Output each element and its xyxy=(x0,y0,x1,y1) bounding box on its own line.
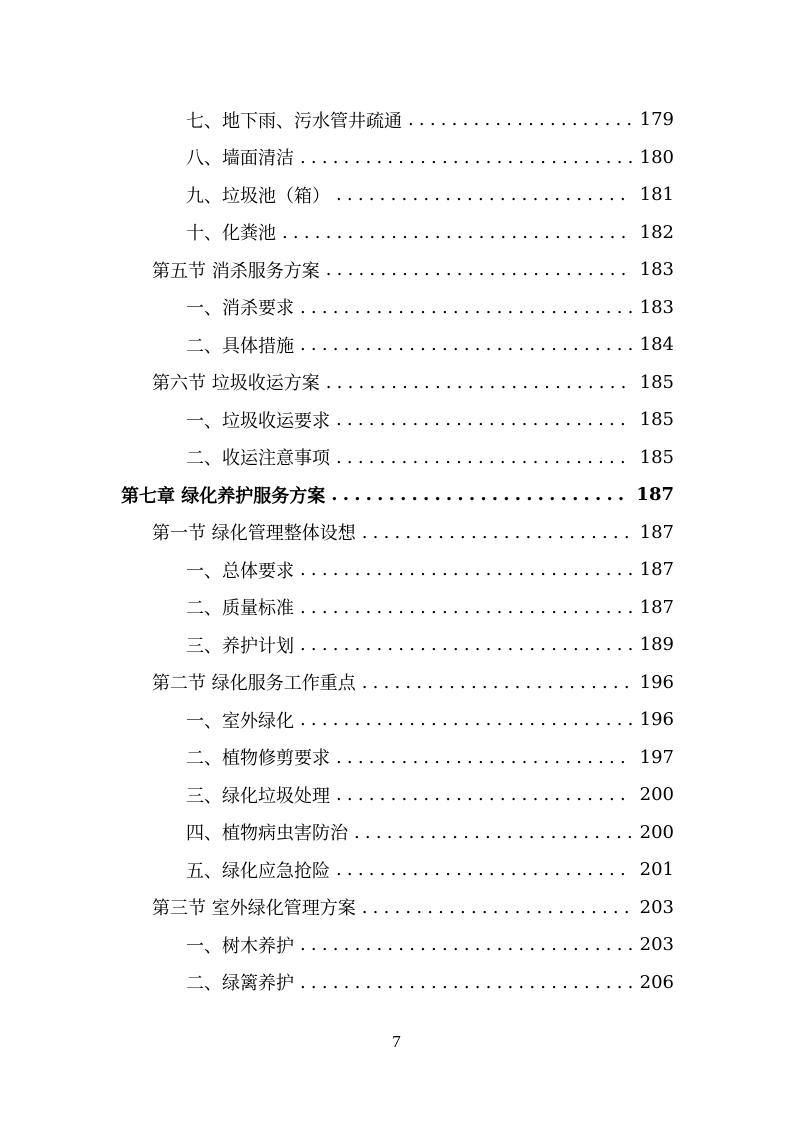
toc-entry-page: 189 xyxy=(639,634,674,656)
dot-leader xyxy=(362,522,632,543)
toc-entry-title: 一、垃圾收运要求 xyxy=(186,410,330,432)
toc-entry[interactable] xyxy=(0,101,793,139)
dot-leader xyxy=(336,859,632,880)
toc-entry-title: 二、绿篱养护 xyxy=(186,973,294,995)
dot-leader xyxy=(300,597,632,618)
dot-leader xyxy=(300,297,632,318)
toc-entry-title: 第七章 绿化养护服务方案 xyxy=(121,485,326,507)
toc-entry-title: 一、消杀要求 xyxy=(186,298,294,320)
dot-leader xyxy=(336,747,632,768)
dot-leader xyxy=(300,147,632,168)
toc-entry[interactable] xyxy=(0,289,793,327)
toc-entry[interactable] xyxy=(0,889,793,927)
toc-entry-page: 206 xyxy=(639,971,674,993)
dot-leader xyxy=(354,822,632,843)
toc-entry[interactable] xyxy=(0,776,793,814)
toc-entry-title: 五、绿化应急抢险 xyxy=(186,860,330,882)
toc-entry-page: 181 xyxy=(639,184,674,206)
toc-entry[interactable] xyxy=(0,439,793,477)
toc-entry-page: 203 xyxy=(639,934,674,956)
dot-leader xyxy=(300,334,632,355)
toc-entry[interactable] xyxy=(0,551,793,589)
toc-entry[interactable] xyxy=(0,401,793,439)
toc-entry-title: 一、总体要求 xyxy=(186,560,294,582)
dot-leader xyxy=(336,447,632,468)
dot-leader xyxy=(282,222,632,243)
toc-entry[interactable] xyxy=(0,926,793,964)
toc-entry-title: 第二节 绿化服务工作重点 xyxy=(152,673,356,695)
toc-entry[interactable] xyxy=(0,739,793,777)
toc-entry[interactable] xyxy=(0,626,793,664)
dot-leader xyxy=(336,784,632,805)
toc-entry[interactable] xyxy=(0,251,793,289)
toc-entry-page: 187 xyxy=(636,484,674,506)
dot-leader xyxy=(408,109,632,130)
toc-entry-page: 185 xyxy=(639,371,674,393)
toc-entry[interactable] xyxy=(0,964,793,1002)
toc-entry-title: 一、树木养护 xyxy=(186,935,294,957)
page-number: 7 xyxy=(392,1032,401,1051)
toc-entry-title: 二、质量标准 xyxy=(186,598,294,620)
toc-entry-page: 187 xyxy=(639,521,674,543)
toc-entry[interactable] xyxy=(0,814,793,852)
toc-entry-title: 第五节 消杀服务方案 xyxy=(152,260,320,282)
toc-entry-page: 184 xyxy=(639,334,674,356)
toc-entry-title: 二、收运注意事项 xyxy=(186,448,330,470)
toc-entry[interactable] xyxy=(0,326,793,364)
toc-entry-page: 185 xyxy=(639,409,674,431)
dot-leader xyxy=(326,259,632,280)
toc-chapter-entry[interactable] xyxy=(0,476,793,514)
dot-leader xyxy=(336,184,632,205)
toc-entry-title: 四、植物病虫害防治 xyxy=(186,823,348,845)
toc-entry-page: 182 xyxy=(639,221,674,243)
toc-entry-page: 185 xyxy=(639,446,674,468)
toc-entry-page: 200 xyxy=(639,821,674,843)
toc-entry[interactable] xyxy=(0,176,793,214)
toc-entry-page: 196 xyxy=(639,671,674,693)
dot-leader xyxy=(300,934,632,955)
toc-entry-title: 三、绿化垃圾处理 xyxy=(186,785,330,807)
toc-entry-page: 187 xyxy=(639,559,674,581)
toc-entry-title: 第三节 室外绿化管理方案 xyxy=(152,898,356,920)
toc-entry[interactable] xyxy=(0,701,793,739)
dot-leader xyxy=(300,709,632,730)
toc-entry-title: 三、养护计划 xyxy=(186,635,294,657)
toc-entry-title: 第一节 绿化管理整体设想 xyxy=(152,523,356,545)
toc-entry-title: 八、墙面清洁 xyxy=(186,148,294,170)
toc-entry[interactable] xyxy=(0,214,793,252)
toc-entry-page: 179 xyxy=(639,109,674,131)
toc-entry[interactable] xyxy=(0,514,793,552)
dot-leader xyxy=(300,634,632,655)
dot-leader xyxy=(300,559,632,580)
toc-entry-page: 180 xyxy=(639,146,674,168)
toc-entry[interactable] xyxy=(0,589,793,627)
toc-entry[interactable] xyxy=(0,364,793,402)
toc-entry-title: 一、室外绿化 xyxy=(186,710,294,732)
toc-entry-page: 187 xyxy=(639,596,674,618)
toc-entry-title: 二、植物修剪要求 xyxy=(186,748,330,770)
toc-entry[interactable] xyxy=(0,664,793,702)
toc-entry-title: 二、具体措施 xyxy=(186,335,294,357)
toc-entry[interactable] xyxy=(0,139,793,177)
toc-entry-page: 203 xyxy=(639,896,674,918)
dot-leader xyxy=(336,409,632,430)
toc-entry-title: 十、化粪池 xyxy=(186,223,276,245)
dot-leader xyxy=(362,897,632,918)
toc-entry-title: 第六节 垃圾收运方案 xyxy=(152,373,320,395)
dot-leader xyxy=(326,372,632,393)
toc-entry-page: 200 xyxy=(639,784,674,806)
toc-entry-page: 196 xyxy=(639,709,674,731)
toc-entry-title: 九、垃圾池（箱） xyxy=(186,185,330,207)
toc-entry-page: 183 xyxy=(639,296,674,318)
toc-entry[interactable] xyxy=(0,851,793,889)
table-of-contents xyxy=(0,101,793,1001)
dot-leader xyxy=(331,484,628,505)
toc-entry-page: 183 xyxy=(639,259,674,281)
dot-leader xyxy=(362,672,632,693)
toc-entry-page: 201 xyxy=(639,859,674,881)
toc-entry-title: 七、地下雨、污水管井疏通 xyxy=(186,110,402,132)
dot-leader xyxy=(300,972,632,993)
toc-entry-page: 197 xyxy=(639,746,674,768)
